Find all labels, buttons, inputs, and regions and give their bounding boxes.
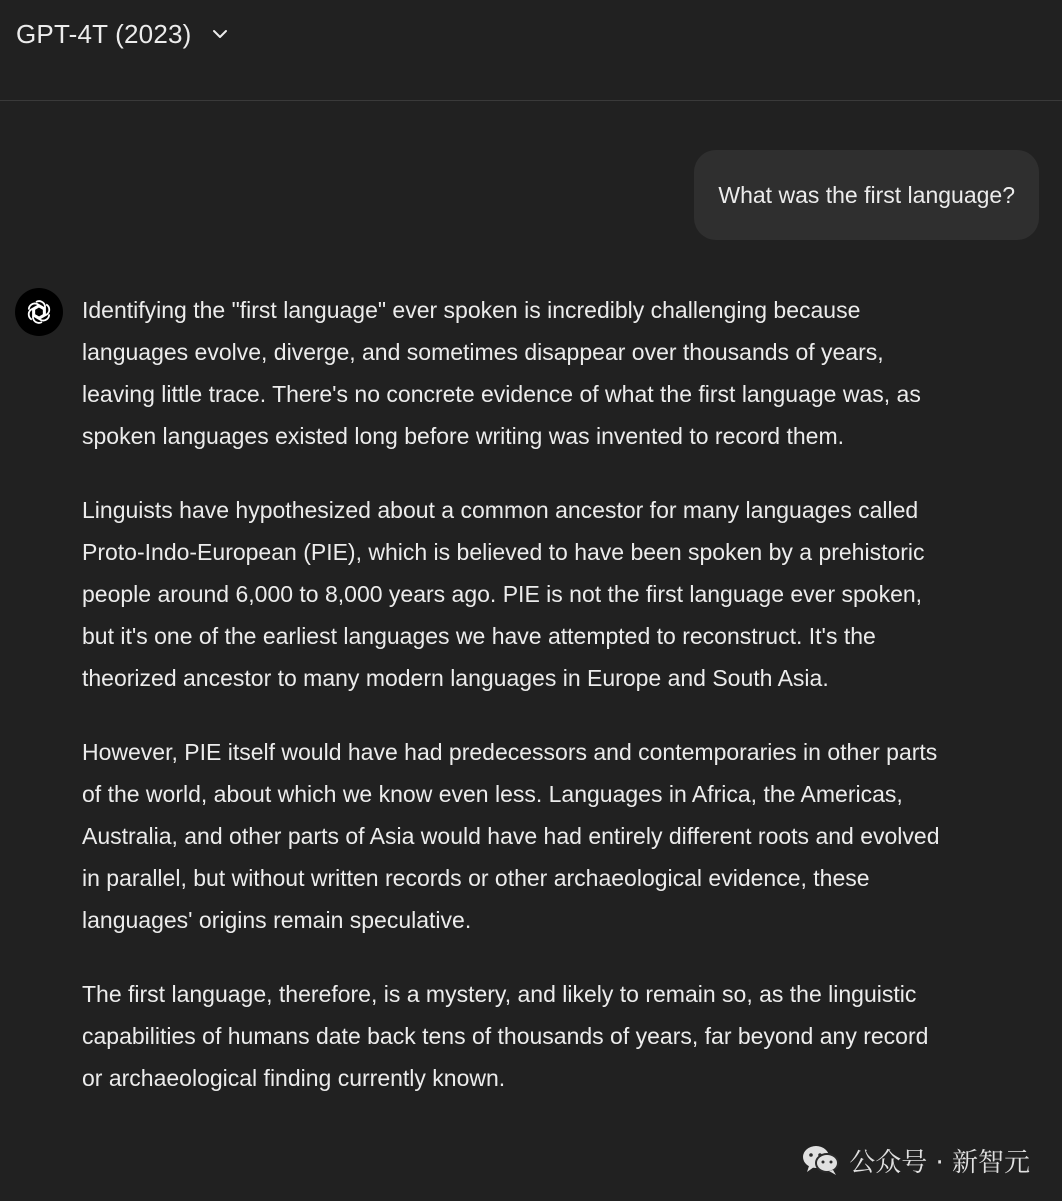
user-message-bubble	[694, 150, 1039, 240]
watermark	[801, 1138, 1030, 1182]
reply-paragraph: Linguists have hypothesized about a common ancestor for many languages called Proto-Indo-European (PIE), which is believed to have been spoken by a prehistoric people around 6,000 to 8,000 years ago. PIE is not the first language ever spoken, but it's one of the earliest languages we have attempted to reconstruct. It's the theorized ancestor to many modern languages in Europe and South Asia.	[82, 497, 925, 691]
reply-paragraph: However, PIE itself would have had predecessors and contemporaries in other parts of the world, about which we know even less. Languages in Africa, the Americas, Australia, and other parts of Asia would have had entirely different roots and evolved in parallel, but without written records or other archaeological evidence, these languages' origins remain speculative.	[82, 739, 940, 933]
model-name: GPT-4T (2023)	[16, 18, 192, 49]
wechat-icon	[801, 1143, 841, 1177]
assistant-avatar	[15, 288, 63, 336]
model-selector[interactable]	[16, 14, 230, 54]
reply-paragraph: Identifying the "first language" ever spoken is incredibly challenging because languages evolve, diverge, and sometimes disappear over thousands of years, leaving little trace. There's no concrete evidence of what the first language was, as spoken languages existed long before writing was invented to record them.	[82, 297, 921, 449]
top-bar	[0, 0, 1062, 101]
watermark-text: 公众号 · 新智元	[849, 1147, 1030, 1178]
user-message-text: What was the first language?	[718, 181, 1015, 208]
chevron-down-icon	[210, 24, 230, 44]
openai-logo-icon	[24, 297, 54, 327]
reply-paragraph: The first language, therefore, is a mystery, and likely to remain so, as the linguistic capabilities of humans date back tens of thousands of years, far beyond any record or archaeological finding currently known.	[82, 981, 929, 1091]
assistant-reply	[82, 289, 950, 1131]
